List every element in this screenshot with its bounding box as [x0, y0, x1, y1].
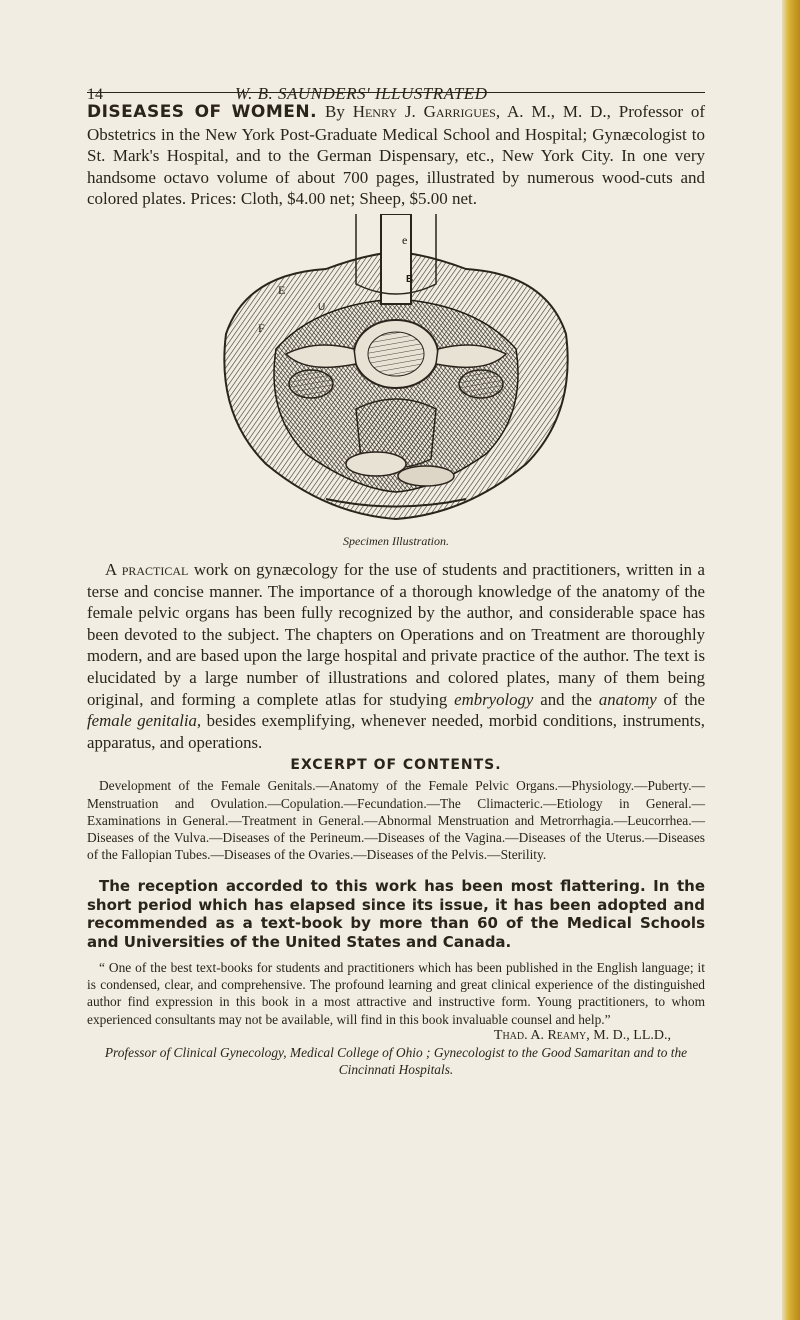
- description-em-embryology: embryology: [454, 689, 534, 709]
- figure-label-e: e: [402, 232, 408, 247]
- page-content: [87, 92, 705, 1078]
- excerpt-heading: EXCERPT OF CONTENTS.: [290, 757, 502, 774]
- excerpt-contents: Development of the Female Genitals.—Anatomy of the Female Pelvic Organs.—Physiology.—Puberty.—Menstruation and Ovulation.—Copulation.—Fecundation.—The Climacteric.—Etiology in General.—Examinations in General.—Treatment in General.—Abnormal Menstruation and Metrorrhagia.—Leucorrhea.—Diseases of the Vulva.—Diseases of the Perineum.—Diseases of the Vagina.—Diseases of the Uterus.—Diseases of the Fallopian Tubes.—Diseases of the Ovaries.—Diseases of the Pelvis.—Sterility.: [87, 778, 705, 863]
- testimonial-quote: “ One of the best text-books for students and practitioners which has been published in the English language; it is condensed, clear, and comprehensive. The profound learning and great clinical experience of the distinguished author find expression in this book in a most attractive and instructive form. Young practitioners, to whom experienced consultants may not be available, will find in this book invaluable counsel and help.”: [87, 959, 705, 1027]
- figure-label-b: B: [406, 273, 414, 285]
- description-text-1: work on gynæcology for the use of students and practitioners, written in a terse and concise manner. The importance of a thorough knowledge of the anatomy of the female pelvic organs has been fully recognized by the author, and considerable space has been devoted to the subject. The chapters on Operations and on Treatment are thoroughly modern, and are based upon the large hospital and private practice of the author. The text is elucidated by a large number of illustrations and colored plates, many of them being original, and forming a complete atlas for studying: [87, 559, 705, 709]
- description-em-anatomy: anatomy: [598, 689, 657, 709]
- figure-label-e-upper: E: [278, 282, 286, 297]
- description-text-4: besides exemplifying, whenever needed, morbid conditions, instruments, apparatus, and operations.: [87, 711, 705, 752]
- entry-by: By: [324, 102, 345, 121]
- reception-paragraph: The reception accorded to this work has been most flattering. In the short period which has elapsed since its issue, it has been adopted and recommended as a text-book by more than 60 of the Medical Schools and Universities of the United States and Canada.: [87, 877, 705, 951]
- header-rule: [87, 92, 705, 93]
- figure-caption: Specimen Illustration.: [343, 533, 449, 548]
- description-opening: A practical: [105, 559, 189, 579]
- book-spine-edge: [782, 0, 800, 1320]
- description-text-3: of the: [656, 689, 705, 709]
- entry-paragraph: [87, 101, 705, 210]
- figure-label-f: F: [258, 320, 265, 335]
- anatomical-illustration: [206, 214, 586, 532]
- description-paragraph: [87, 559, 705, 753]
- book-title: DISEASES OF WOMEN.: [87, 102, 318, 122]
- testimonial-author: Thad. A. Reamy, M. D., LL.D.,: [493, 1027, 671, 1043]
- page-number: 14: [87, 86, 103, 103]
- running-title: W. B. SAUNDERS' ILLUSTRATED: [235, 84, 488, 103]
- description-text-2: and the: [533, 689, 599, 709]
- figure-label-u: U: [318, 301, 326, 313]
- entry-description: , A. M., M. D., Professor of Obstetrics in the New York Post-Graduate Medical School and Hospital; Gynæcologist to St. Mark's Hospital, and to the German Dispensary, etc., New York City. In one very handsome octavo volume of about 700 pages, illustrated by numerous wood-cuts and colored plates. Prices: Cloth, $4.00 net; Sheep, $5.00 net.: [87, 102, 706, 209]
- author-name: Henry J. Garrigues: [352, 102, 496, 121]
- description-em-female-genitalia: female genitalia,: [87, 711, 202, 731]
- testimonial-author-title: Professor of Clinical Gynecology, Medical College of Ohio ; Gynecologist to the Good Samaritan and to the Cincinnati Hospitals.: [104, 1044, 688, 1077]
